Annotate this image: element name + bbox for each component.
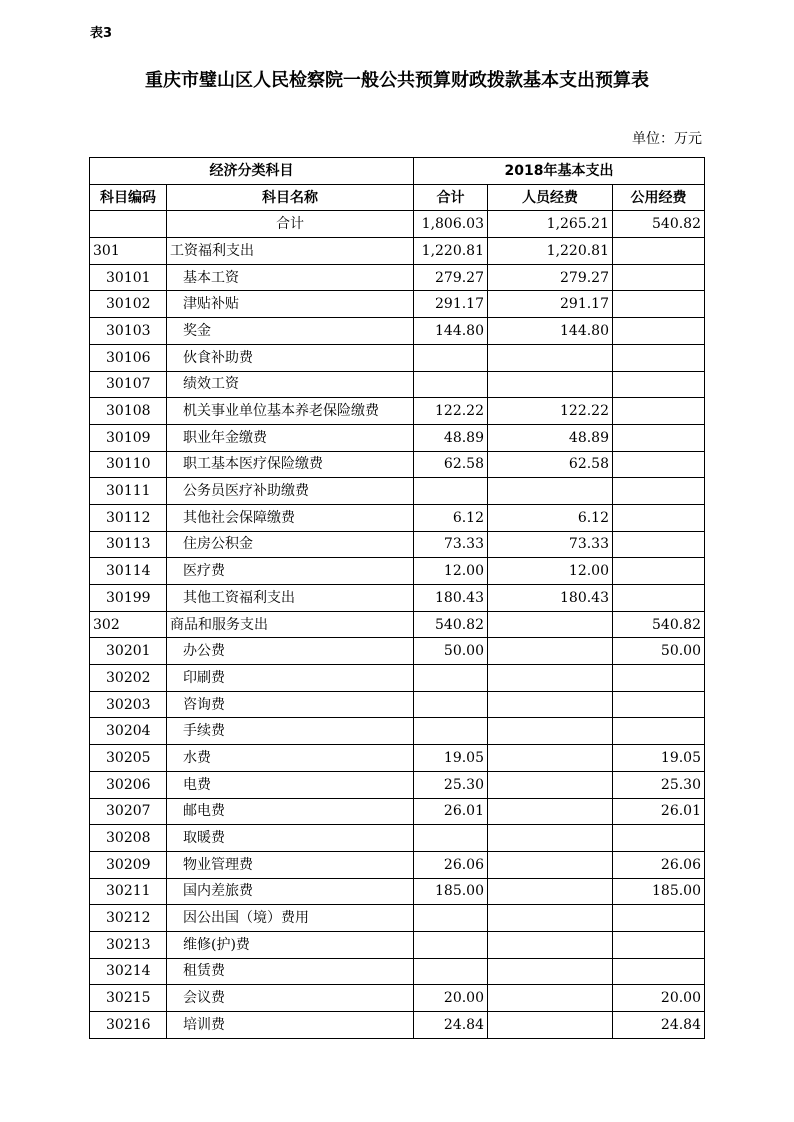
cell-public bbox=[613, 451, 705, 478]
cell-name: 绩效工资 bbox=[167, 371, 414, 398]
table-row bbox=[90, 211, 705, 238]
cell-code: 30199 bbox=[90, 585, 167, 612]
cell-code: 30209 bbox=[90, 851, 167, 878]
table-body bbox=[90, 211, 705, 1038]
cell-total: 1,220.81 bbox=[414, 238, 488, 265]
group-header-economic-classification: 经济分类科目 bbox=[90, 158, 414, 185]
cell-total: 62.58 bbox=[414, 451, 488, 478]
cell-name: 商品和服务支出 bbox=[167, 611, 414, 638]
cell-public bbox=[613, 291, 705, 318]
cell-code: 30106 bbox=[90, 344, 167, 371]
cell-code: 30110 bbox=[90, 451, 167, 478]
table-row bbox=[90, 931, 705, 958]
cell-total: 26.06 bbox=[414, 851, 488, 878]
cell-code: 30114 bbox=[90, 558, 167, 585]
table-row bbox=[90, 478, 705, 505]
cell-name: 其他社会保障缴费 bbox=[167, 504, 414, 531]
cell-code: 30214 bbox=[90, 958, 167, 985]
cell-personnel: 6.12 bbox=[488, 504, 613, 531]
cell-total: 144.80 bbox=[414, 318, 488, 345]
table-row bbox=[90, 451, 705, 478]
cell-total bbox=[414, 371, 488, 398]
cell-personnel bbox=[488, 371, 613, 398]
table-row bbox=[90, 771, 705, 798]
cell-total bbox=[414, 825, 488, 852]
column-header-name: 科目名称 bbox=[167, 184, 414, 211]
table-row bbox=[90, 851, 705, 878]
cell-personnel: 279.27 bbox=[488, 264, 613, 291]
cell-name: 咨询费 bbox=[167, 691, 414, 718]
cell-name: 职工基本医疗保险缴费 bbox=[167, 451, 414, 478]
cell-public bbox=[613, 531, 705, 558]
cell-code: 30215 bbox=[90, 985, 167, 1012]
table-row bbox=[90, 611, 705, 638]
cell-name: 因公出国（境）费用 bbox=[167, 905, 414, 932]
cell-total: 73.33 bbox=[414, 531, 488, 558]
cell-personnel bbox=[488, 344, 613, 371]
cell-public bbox=[613, 665, 705, 692]
cell-public: 50.00 bbox=[613, 638, 705, 665]
table-row bbox=[90, 718, 705, 745]
cell-total bbox=[414, 665, 488, 692]
cell-total: 540.82 bbox=[414, 611, 488, 638]
cell-name: 机关事业单位基本养老保险缴费 bbox=[167, 398, 414, 425]
table-row bbox=[90, 531, 705, 558]
cell-public: 24.84 bbox=[613, 1012, 705, 1039]
cell-public bbox=[613, 718, 705, 745]
cell-personnel: 12.00 bbox=[488, 558, 613, 585]
cell-total bbox=[414, 958, 488, 985]
cell-name: 电费 bbox=[167, 771, 414, 798]
cell-name: 合计 bbox=[167, 211, 414, 238]
cell-public: 20.00 bbox=[613, 985, 705, 1012]
cell-personnel: 144.80 bbox=[488, 318, 613, 345]
cell-name: 印刷费 bbox=[167, 665, 414, 692]
cell-public: 540.82 bbox=[613, 611, 705, 638]
cell-personnel bbox=[488, 931, 613, 958]
cell-total: 48.89 bbox=[414, 424, 488, 451]
cell-code: 30111 bbox=[90, 478, 167, 505]
cell-name: 水费 bbox=[167, 745, 414, 772]
cell-public: 26.06 bbox=[613, 851, 705, 878]
column-header-row bbox=[90, 184, 705, 211]
cell-personnel: 1,265.21 bbox=[488, 211, 613, 238]
cell-name: 奖金 bbox=[167, 318, 414, 345]
column-header-total: 合计 bbox=[414, 184, 488, 211]
cell-total: 6.12 bbox=[414, 504, 488, 531]
table-row bbox=[90, 424, 705, 451]
cell-name: 公务员医疗补助缴费 bbox=[167, 478, 414, 505]
cell-code: 30112 bbox=[90, 504, 167, 531]
cell-public: 185.00 bbox=[613, 878, 705, 905]
cell-total bbox=[414, 931, 488, 958]
cell-public bbox=[613, 504, 705, 531]
cell-name: 手续费 bbox=[167, 718, 414, 745]
cell-public bbox=[613, 558, 705, 585]
cell-code: 30213 bbox=[90, 931, 167, 958]
cell-personnel: 180.43 bbox=[488, 585, 613, 612]
cell-name: 培训费 bbox=[167, 1012, 414, 1039]
cell-code: 30212 bbox=[90, 905, 167, 932]
table-row bbox=[90, 1012, 705, 1039]
cell-name: 维修(护)费 bbox=[167, 931, 414, 958]
cell-code: 30211 bbox=[90, 878, 167, 905]
cell-public bbox=[613, 905, 705, 932]
cell-name: 住房公积金 bbox=[167, 531, 414, 558]
cell-code: 30102 bbox=[90, 291, 167, 318]
cell-personnel bbox=[488, 611, 613, 638]
cell-name: 物业管理费 bbox=[167, 851, 414, 878]
cell-code: 30205 bbox=[90, 745, 167, 772]
cell-public: 25.30 bbox=[613, 771, 705, 798]
cell-code: 30203 bbox=[90, 691, 167, 718]
cell-code: 30101 bbox=[90, 264, 167, 291]
table-row bbox=[90, 291, 705, 318]
table-row bbox=[90, 318, 705, 345]
table-row bbox=[90, 798, 705, 825]
cell-personnel: 291.17 bbox=[488, 291, 613, 318]
cell-personnel bbox=[488, 691, 613, 718]
table-row bbox=[90, 691, 705, 718]
cell-public bbox=[613, 264, 705, 291]
unit-label: 单位：万元 bbox=[632, 131, 702, 147]
cell-code: 301 bbox=[90, 238, 167, 265]
cell-name: 基本工资 bbox=[167, 264, 414, 291]
cell-public bbox=[613, 398, 705, 425]
document-title: 重庆市璧山区人民检察院一般公共预算财政拨款基本支出预算表 bbox=[145, 70, 649, 91]
cell-personnel bbox=[488, 798, 613, 825]
cell-personnel: 48.89 bbox=[488, 424, 613, 451]
cell-code: 30204 bbox=[90, 718, 167, 745]
cell-personnel bbox=[488, 905, 613, 932]
cell-total bbox=[414, 478, 488, 505]
cell-total bbox=[414, 344, 488, 371]
cell-total: 25.30 bbox=[414, 771, 488, 798]
table-row bbox=[90, 958, 705, 985]
cell-code: 30109 bbox=[90, 424, 167, 451]
cell-public bbox=[613, 585, 705, 612]
cell-total: 26.01 bbox=[414, 798, 488, 825]
cell-public: 26.01 bbox=[613, 798, 705, 825]
cell-public bbox=[613, 424, 705, 451]
cell-personnel bbox=[488, 825, 613, 852]
cell-code: 30113 bbox=[90, 531, 167, 558]
cell-personnel bbox=[488, 1012, 613, 1039]
table-number-label: 表3 bbox=[90, 26, 113, 41]
cell-personnel: 1,220.81 bbox=[488, 238, 613, 265]
cell-total: 180.43 bbox=[414, 585, 488, 612]
table-row bbox=[90, 264, 705, 291]
cell-public bbox=[613, 958, 705, 985]
table-row bbox=[90, 878, 705, 905]
cell-personnel bbox=[488, 745, 613, 772]
cell-code: 30103 bbox=[90, 318, 167, 345]
cell-name: 医疗费 bbox=[167, 558, 414, 585]
cell-public bbox=[613, 825, 705, 852]
cell-name: 邮电费 bbox=[167, 798, 414, 825]
cell-personnel bbox=[488, 665, 613, 692]
table-row bbox=[90, 638, 705, 665]
cell-name: 伙食补助费 bbox=[167, 344, 414, 371]
table-row bbox=[90, 585, 705, 612]
cell-total: 12.00 bbox=[414, 558, 488, 585]
cell-total: 122.22 bbox=[414, 398, 488, 425]
cell-name: 国内差旅费 bbox=[167, 878, 414, 905]
cell-code: 30216 bbox=[90, 1012, 167, 1039]
cell-public: 540.82 bbox=[613, 211, 705, 238]
cell-code: 30208 bbox=[90, 825, 167, 852]
cell-personnel bbox=[488, 851, 613, 878]
group-header-row bbox=[90, 158, 705, 185]
cell-total: 291.17 bbox=[414, 291, 488, 318]
cell-public bbox=[613, 344, 705, 371]
cell-personnel bbox=[488, 478, 613, 505]
table-row bbox=[90, 665, 705, 692]
cell-code: 302 bbox=[90, 611, 167, 638]
cell-personnel bbox=[488, 638, 613, 665]
cell-total: 279.27 bbox=[414, 264, 488, 291]
cell-total: 19.05 bbox=[414, 745, 488, 772]
cell-personnel: 73.33 bbox=[488, 531, 613, 558]
cell-total: 20.00 bbox=[414, 985, 488, 1012]
cell-total: 185.00 bbox=[414, 878, 488, 905]
cell-total bbox=[414, 905, 488, 932]
cell-public bbox=[613, 478, 705, 505]
table-row bbox=[90, 745, 705, 772]
cell-name: 工资福利支出 bbox=[167, 238, 414, 265]
cell-personnel bbox=[488, 985, 613, 1012]
cell-total bbox=[414, 691, 488, 718]
cell-personnel bbox=[488, 771, 613, 798]
table-row bbox=[90, 398, 705, 425]
table-row bbox=[90, 825, 705, 852]
cell-total: 1,806.03 bbox=[414, 211, 488, 238]
cell-name: 职业年金缴费 bbox=[167, 424, 414, 451]
cell-public bbox=[613, 691, 705, 718]
cell-name: 会议费 bbox=[167, 985, 414, 1012]
cell-public bbox=[613, 931, 705, 958]
budget-table bbox=[89, 157, 705, 1039]
table-row bbox=[90, 985, 705, 1012]
cell-code: 30107 bbox=[90, 371, 167, 398]
cell-name: 津贴补贴 bbox=[167, 291, 414, 318]
cell-public: 19.05 bbox=[613, 745, 705, 772]
cell-total: 50.00 bbox=[414, 638, 488, 665]
cell-name: 取暖费 bbox=[167, 825, 414, 852]
column-header-code: 科目编码 bbox=[90, 184, 167, 211]
cell-public bbox=[613, 371, 705, 398]
cell-code: 30207 bbox=[90, 798, 167, 825]
cell-total bbox=[414, 718, 488, 745]
table-row bbox=[90, 238, 705, 265]
cell-code bbox=[90, 211, 167, 238]
table-row bbox=[90, 905, 705, 932]
cell-code: 30108 bbox=[90, 398, 167, 425]
cell-public bbox=[613, 318, 705, 345]
cell-code: 30206 bbox=[90, 771, 167, 798]
column-header-public: 公用经费 bbox=[613, 184, 705, 211]
group-header-basic-expenditure: 2018年基本支出 bbox=[414, 158, 705, 185]
cell-personnel bbox=[488, 878, 613, 905]
cell-total: 24.84 bbox=[414, 1012, 488, 1039]
cell-personnel bbox=[488, 718, 613, 745]
cell-name: 其他工资福利支出 bbox=[167, 585, 414, 612]
table-row bbox=[90, 504, 705, 531]
cell-code: 30202 bbox=[90, 665, 167, 692]
cell-personnel bbox=[488, 958, 613, 985]
cell-name: 租赁费 bbox=[167, 958, 414, 985]
table-row bbox=[90, 558, 705, 585]
cell-name: 办公费 bbox=[167, 638, 414, 665]
cell-public bbox=[613, 238, 705, 265]
column-header-personnel: 人员经费 bbox=[488, 184, 613, 211]
table-row bbox=[90, 344, 705, 371]
cell-personnel: 122.22 bbox=[488, 398, 613, 425]
cell-personnel: 62.58 bbox=[488, 451, 613, 478]
table-row bbox=[90, 371, 705, 398]
cell-code: 30201 bbox=[90, 638, 167, 665]
